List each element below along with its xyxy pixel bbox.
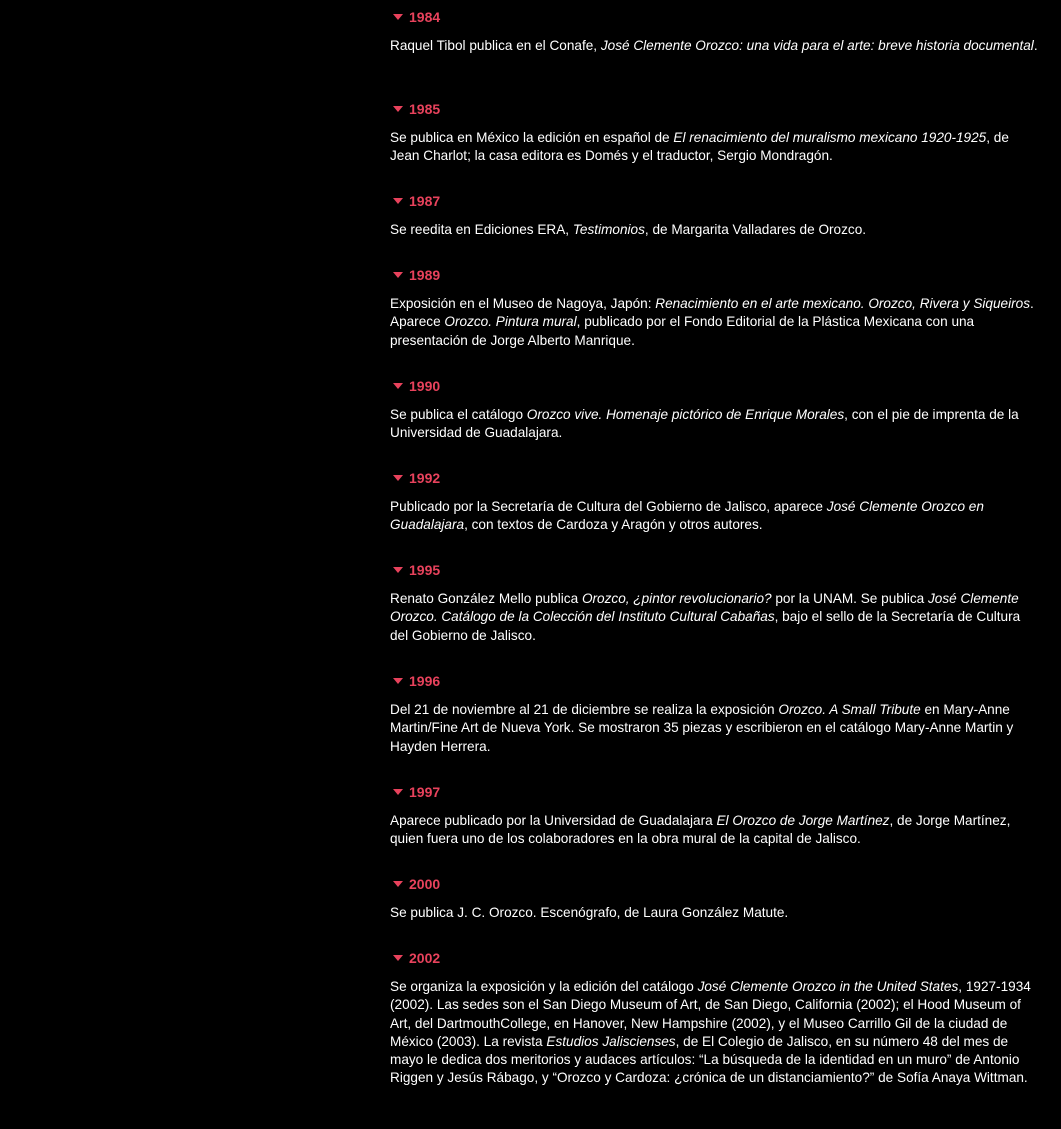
year-toggle-1997[interactable] <box>390 782 1042 802</box>
italic-title: Orozco. Pintura mural <box>444 314 577 330</box>
text-segment: Raquel Tibol publica en el Conafe, <box>390 38 601 53</box>
year-toggle-1990[interactable] <box>390 376 1042 396</box>
caret-down-icon <box>393 789 403 795</box>
timeline-entry-1997 <box>390 782 1042 849</box>
text-segment: Se publica el catálogo <box>390 407 527 422</box>
text-segment: Exposición en el Museo de Nagoya, Japón: <box>390 296 656 311</box>
entry-text <box>390 498 1042 535</box>
year-toggle-1996[interactable] <box>390 671 1042 691</box>
entry-text <box>390 129 1042 166</box>
text-segment: Publicado por la Secretaría de Cultura del Gobierno de Jalisco, aparece <box>390 499 827 514</box>
timeline-entry-1984 <box>390 7 1042 55</box>
year-toggle-2002[interactable] <box>390 948 1042 968</box>
italic-title: Estudios Jaliscienses <box>546 1033 676 1049</box>
text-segment: . Aparece <box>390 296 1034 330</box>
text-segment: Se publica en México la edición en español de <box>390 130 674 145</box>
year-toggle-2000[interactable] <box>390 874 1042 894</box>
italic-title: El renacimiento del muralismo mexicano 1920-1925 <box>673 130 987 145</box>
text-segment: Renato González Mello publica <box>390 591 582 606</box>
year-toggle-1995[interactable] <box>390 560 1042 580</box>
text-segment: , publicado por el Fondo Editorial de la Plástica Mexicana con una presentación de Jorge Alberto Manrique. <box>390 314 975 348</box>
italic-title: Renacimiento en el arte mexicano. Orozco, Rivera y Siqueiros <box>655 296 1031 311</box>
caret-down-icon <box>393 14 403 20</box>
text-segment: , con textos de Cardoza y Aragón y otros autores. <box>464 517 763 533</box>
year-label: 1989 <box>409 267 441 283</box>
caret-down-icon <box>393 383 403 389</box>
text-segment: en Mary-Anne Martin/Fine Art de Nueva York. Se mostraron 35 piezas y escribieron en el catálogo Mary-Anne Martin y Hayden Herrera. <box>390 702 1014 754</box>
caret-down-icon <box>393 678 403 684</box>
entry-text <box>390 812 1042 849</box>
year-label: 1997 <box>409 784 441 800</box>
entry-text <box>390 590 1042 645</box>
timeline-entry-1995 <box>390 560 1042 645</box>
entry-text <box>390 701 1042 756</box>
timeline-entry-1989 <box>390 265 1042 350</box>
text-segment: , 1927-1934 (2002). Las sedes son el San Diego Museum of Art, de San Diego, California (2002); el Hood Museum of Art, del DartmouthCollege, en Hanover, New Hampshire (2002), y el Museo Carrillo Gil de la ciudad de México (2003). La revista <box>390 979 1031 1049</box>
timeline-entry-1996 <box>390 671 1042 756</box>
entry-text <box>390 406 1042 443</box>
year-label: 1984 <box>409 9 441 25</box>
italic-title: Orozco. A Small Tribute <box>778 702 921 717</box>
entry-text <box>390 295 1042 350</box>
timeline-entry-2000 <box>390 874 1042 922</box>
entry-text <box>390 978 1042 1088</box>
italic-title: José Clemente Orozco in the United States <box>697 979 959 994</box>
text-segment: , con el pie de imprenta de la Universidad de Guadalajara. <box>390 407 1019 441</box>
text-segment: Se organiza la exposición y la edición del catálogo <box>390 979 698 994</box>
text-segment: , de Jean Charlot; la casa editora es Domés y el traductor, Sergio Mondragón. <box>390 130 1009 164</box>
text-segment: Aparece publicado por la Universidad de Guadalajara <box>390 813 717 828</box>
timeline-entry-2002 <box>390 948 1042 1088</box>
text-segment: , de Jorge Martínez, quien fuera uno de los colaboradores en la obra mural de la capital de Jalisco. <box>390 813 1011 847</box>
year-label: 1995 <box>409 562 441 578</box>
text-segment: por la UNAM. Se publica <box>771 591 928 606</box>
text-segment: , bajo el sello de la Secretaría de Cultura del Gobierno de Jalisco. <box>390 609 1021 643</box>
entry-text <box>390 37 1042 55</box>
italic-title: José Clemente Orozco. Catálogo de la Colección del Instituto Cultural Cabañas <box>390 591 1019 625</box>
text-segment: , de Margarita Valladares de Orozco. <box>644 222 867 237</box>
text-segment: , de El Colegio de Jalisco, en su número 48 del mes de mayo le dedica dos meritorios y audaces artículos: “La búsqueda de la identidad en un muro” de Antonio Riggen y Jesús Rábago, y “Orozco y Cardoza: ¿crónica de un distanciamiento?” de Sofía Anaya Wittman. <box>390 1033 1028 1086</box>
entry-text <box>390 221 1042 239</box>
caret-down-icon <box>393 198 403 204</box>
text-segment: Se publica J. C. Orozco. Escenógrafo, de Laura González Matute. <box>390 905 789 920</box>
caret-down-icon <box>393 567 403 573</box>
caret-down-icon <box>393 106 403 112</box>
italic-title: José Clemente Orozco: una vida para el arte: breve historia documental <box>600 38 1034 53</box>
italic-title: Orozco vive. Homenaje pictórico de Enrique Morales <box>526 407 845 422</box>
year-toggle-1989[interactable] <box>390 265 1042 285</box>
text-segment: Del 21 de noviembre al 21 de diciembre se realiza la exposición <box>390 702 779 717</box>
caret-down-icon <box>393 881 403 887</box>
year-toggle-1992[interactable] <box>390 468 1042 488</box>
entry-text <box>390 904 1042 922</box>
year-toggle-1985[interactable] <box>390 99 1042 119</box>
caret-down-icon <box>393 475 403 481</box>
year-label: 1985 <box>409 101 441 117</box>
timeline-entry-1992 <box>390 468 1042 535</box>
year-label: 2002 <box>409 950 441 966</box>
italic-title: José Clemente Orozco en Guadalajara <box>390 499 984 533</box>
year-label: 1996 <box>409 673 441 689</box>
timeline-entry-1990 <box>390 376 1042 443</box>
timeline-entry-1987 <box>390 191 1042 239</box>
italic-title: El Orozco de Jorge Martínez <box>716 813 890 828</box>
year-toggle-1984[interactable] <box>390 7 1042 27</box>
year-label: 2000 <box>409 876 441 892</box>
caret-down-icon <box>393 955 403 961</box>
year-label: 1990 <box>409 378 441 394</box>
year-label: 1987 <box>409 193 441 209</box>
caret-down-icon <box>393 272 403 278</box>
text-segment: . <box>1033 38 1038 53</box>
text-segment: Se reedita en Ediciones ERA, <box>390 222 573 237</box>
year-toggle-1987[interactable] <box>390 191 1042 211</box>
italic-title: Orozco, ¿pintor revolucionario? <box>581 591 772 606</box>
timeline-entry-1985 <box>390 99 1042 166</box>
italic-title: Testimonios <box>572 222 645 237</box>
year-label: 1992 <box>409 470 441 486</box>
